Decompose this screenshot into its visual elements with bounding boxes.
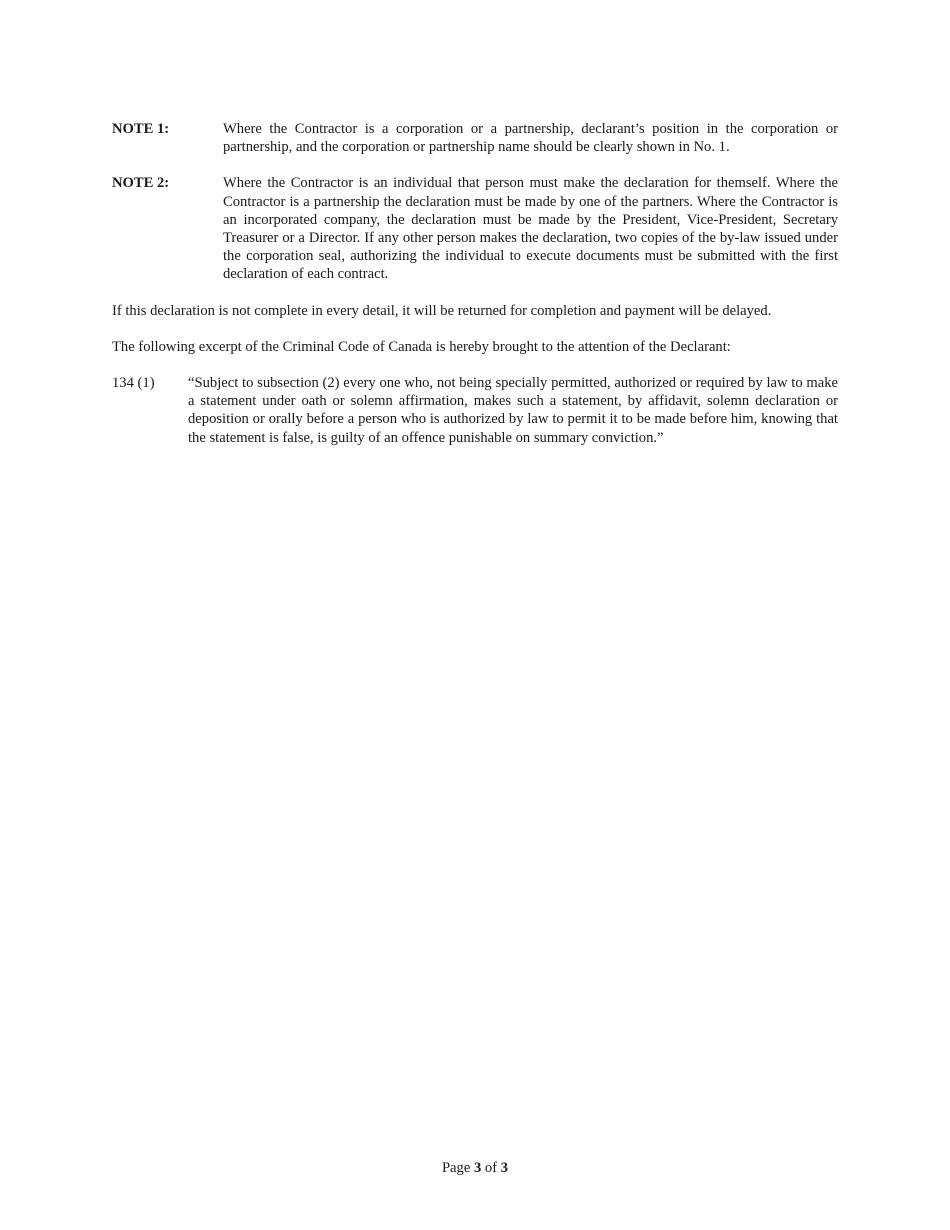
note-2-label: NOTE 2: [112,175,170,192]
page-footer [0,1160,950,1177]
document-body [112,120,838,447]
note-1 [112,120,838,156]
footer-page-word: Page [441,1160,471,1176]
note-1-text: Where the Contractor is a corporation or a partnership, declarant’s position in the corporation or partnership, and the corporation or partnership name should be clearly shown in No. 1. [223,121,838,156]
excerpt-text: “Subject to subsection (2) every one who, not being specially permitted, authorized or required by law to make a statement under oath or solemn affirmation, makes such a statement, by affidavit, solemn declaration or deposition or orally before a person who is authorized by law to permit it to be made before him, knowing that the statement is false, is guilty of an offence punishable on summary conviction.” [188,375,838,446]
excerpt-intro: The following excerpt of the Criminal Code of Canada is hereby brought to the attention of the Declarant: [112,338,731,355]
footer-current-page: 3 [473,1160,482,1176]
footer-of-word: of [484,1160,498,1176]
excerpt-section-label: 134 (1) [112,375,155,392]
note-2 [112,174,838,283]
criminal-code-excerpt [112,374,838,447]
note-1-label: NOTE 1: [112,121,170,137]
footer-total-pages: 3 [500,1160,509,1176]
note-2-text: Where the Contractor is an individual that person must make the declaration for themself. Where the Contractor is a partnership the declaration must be made by one of the partners. Where the Contractor is an incorporated company, the declaration must be made by the President, Vice-President, Secretary Treasurer or a Director. If any other person makes the declaration, two copies of the by-law issued under the corporation seal, authorizing the individual to execute documents must be submitted with the first declaration of each contract. [223,175,838,283]
incomplete-notice: If this declaration is not complete in every detail, it will be returned for completion and payment will be delayed. [112,302,772,319]
